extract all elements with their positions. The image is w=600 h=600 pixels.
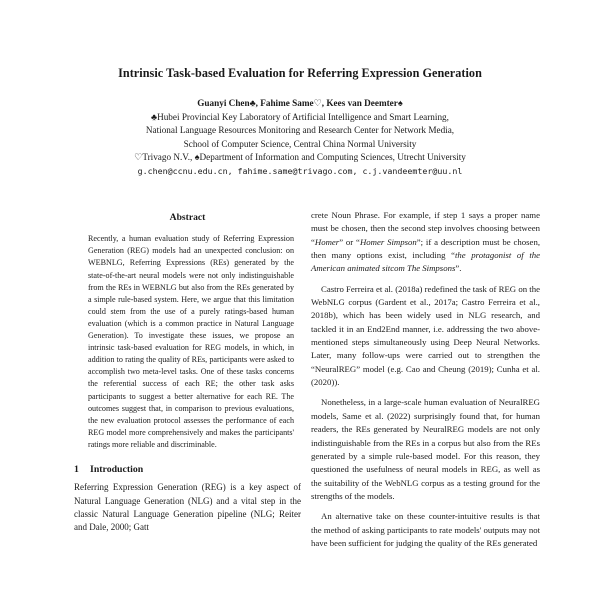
abstract-heading: Abstract (169, 212, 206, 223)
left-column (74, 211, 301, 534)
section-number: 1 (74, 463, 79, 475)
p1-text-a: crete Noun Phrase. For example, if step 1 says a proper name must be chosen, then the second step involves choosing between “ (311, 210, 540, 247)
paper-title: Intrinsic Task-based Evaluation for Referring Expression Generation (118, 66, 482, 80)
affiliation-3: School of Computer Science, Central China Normal University (183, 138, 417, 149)
p1-example-homer-simpson: Homer Simpson (359, 236, 417, 247)
introduction-text: Referring Expression Generation (REG) is a key aspect of Natural Language Generation (NLG) and a vital step in the classic Natural Language Generation pipeline (NLG; Reiter and Dale, 2000; Gatt (74, 482, 301, 533)
paragraph-4: An alternative take on these counter-intuitive results is that the method of asking participants to rate models' outputs may not have been sufficient for judging the quality of the REs generated (311, 511, 540, 548)
right-column (311, 209, 540, 550)
author-emails: g.chen@ccnu.edu.cn, fahime.same@trivago.com, c.j.vandeemter@uu.nl (137, 165, 463, 176)
affiliation-2: National Language Resources Monitoring and Research Center for Network Media, (145, 125, 455, 136)
paragraph-3: Nonetheless, in a large-scale human evaluation of NeuralREG models, Same et al. (2022) surprisingly found that, for human readers, the REs generated by NeuralREG models are not only indistinguishable from the REs in a corpus but also from the REs generated by a simple rule-based model. For this reason, they questioned the usefulness of neural models in REG, as well as the suitability of the WebNLG corpus as a testing ground for the strengths of the models. (311, 397, 540, 501)
p1-example-homer: Homer (314, 236, 340, 247)
p1-text-c: ”; if a description must be chosen, then many options exist, including “ (311, 236, 541, 261)
paragraph-1 (311, 209, 540, 276)
p1-example-protagonist: the protagonist of the American animated sitcom The Simpsons (311, 250, 541, 274)
section-title: Introduction (90, 463, 144, 475)
paragraph-2: Castro Ferreira et al. (2018a) redefined the task of REG on the WebNLG corpus (Gardent et al., 2017a; Castro Ferreira et al., 2018b), which has been widely used in NLG research, and tackled it in an End2End manner, i.e. addressing the two above-mentioned steps simultaneously using Deep Neural Networks. Later, many follow-ups were carried out to strengthen the “NeuralREG” model (e.g. Cao and Cheung (2019); Cunha et al. (2020)). (311, 283, 540, 388)
affiliation-4: ♡Trivago N.V., ♠Department of Information and Computing Sciences, Utrecht University (134, 152, 466, 163)
section-heading-introduction (74, 463, 301, 476)
author-names: Guanyi Chen♣, Fahime Same♡, Kees van Deemter♠ (197, 98, 403, 108)
p1-text-b: ” or “ (339, 236, 360, 247)
affiliation-1: ♣Hubei Provincial Key Laboratory of Artificial Intelligence and Smart Learning, (151, 111, 449, 122)
abstract-text: Recently, a human evaluation study of Referring Expression Generation (REG) models had an unexpected conclusion: on WEBNLG, Referring Expressions (REs) generated by the state-of-the-art neural models were not only indistinguishable from the REs in WEBNLG but also from the REs generated by a simple rule-based system. Here, we argue that this limitation could stem from the use of a purely ratings-based human evaluation (which is a common practice in Natural Language Generation). To investigate these issues, we propose an intrinsic task-based evaluation for REG models, in which, in addition to rating the quality of REs, participants were asked to accomplish two meta-level tasks. One of these tasks concerns the referential success of each RE; the other task asks participants to suggest a better alternative for each RE. The outcomes suggest that, in comparison to previous evaluations, the new evaluation protocol assesses the performance of each REG model more comprehensively and makes the participants' ratings more reliable and discriminable. (88, 234, 294, 449)
p1-text-d: ”. (455, 263, 462, 274)
author-block (0, 97, 600, 179)
